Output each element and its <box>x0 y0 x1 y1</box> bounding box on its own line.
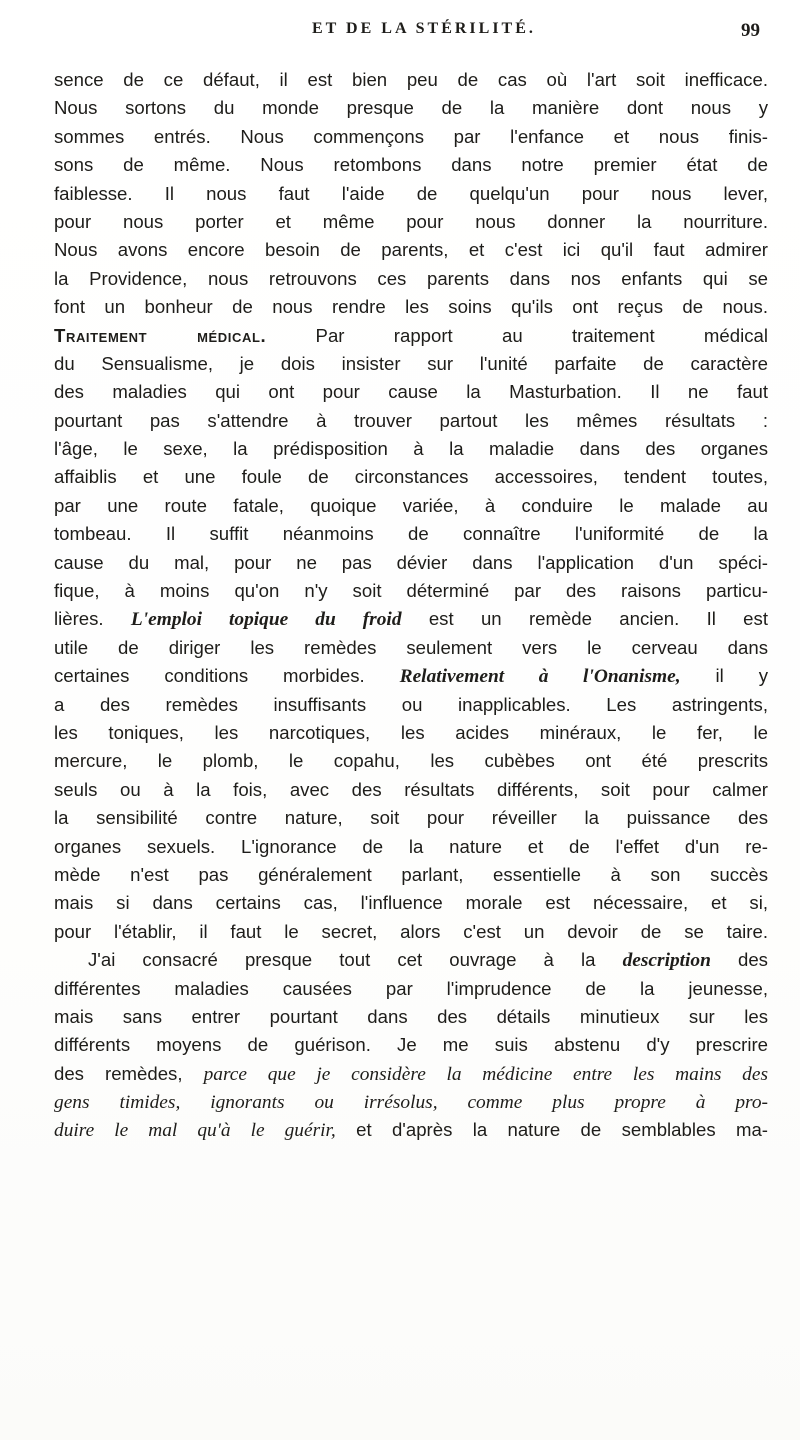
text-line: a des remèdes insuffisants ou inapplicables. Les astringents, <box>54 693 768 715</box>
text-line: sons de même. Nous retombons dans notre premier état de <box>54 154 768 176</box>
text-line: faiblesse. Il nous faut l'aide de quelqu'un pour nous lever, <box>54 182 768 204</box>
text-line: mais si dans certains cas, l'influence morale est nécessaire, et si, <box>54 892 768 914</box>
text-line: sommes entrés. Nous commençons par l'enfance et nous finis- <box>54 125 768 147</box>
text-line: mercure, le plomb, le copahu, les cubèbes ont été prescrits <box>54 750 768 772</box>
text-line: Traitement médical. Par rapport au traitement médical <box>54 324 768 346</box>
text-line: utile de diriger les remèdes seulement vers le cerveau dans <box>54 636 768 658</box>
text-line: duire le mal qu'à le guérir, et d'après la nature de semblables ma- <box>54 1119 768 1142</box>
italic-phrase: Relativement à l'Onanisme, <box>399 666 681 688</box>
italic-phrase: description <box>622 950 711 972</box>
text-line: pourtant pas s'attendre à trouver partout les mêmes résultats : <box>54 409 768 431</box>
text-line: certaines conditions morbides. Relativement à l'Onanisme, il y <box>54 665 768 688</box>
text-line: font un bonheur de nous rendre les soins qu'ils ont reçus de nous. <box>54 296 768 318</box>
text-line: cause du mal, pour ne pas dévier dans l'application d'un spéci- <box>54 551 768 573</box>
text-line: lières. L'emploi topique du froid est un remède ancien. Il est <box>54 608 768 631</box>
text-line: pour nous porter et même pour nous donner la nourriture. <box>54 210 768 232</box>
text-line: mais sans entrer pourtant dans des détails minutieux sur les <box>54 1005 768 1027</box>
italic-phrase: L'emploi topique du froid <box>130 609 402 631</box>
text-line: des maladies qui ont pour cause la Masturbation. Il ne faut <box>54 381 768 403</box>
text-line: mède n'est pas généralement parlant, essentielle à son succès <box>54 863 768 885</box>
text-line <box>54 1088 768 1116</box>
italic-phrase: parce que je considère la médicine entre les mains des <box>203 1063 768 1085</box>
italic-phrase: duire le mal qu'à le guérir, <box>54 1120 336 1142</box>
text-line: les toniques, les narcotiques, les acides minéraux, le fer, le <box>54 721 768 743</box>
text-line: affaiblis et une foule de circonstances accessoires, tendent toutes, <box>54 466 768 488</box>
body-text <box>54 66 768 1145</box>
text-line: la Providence, nous retrouvons ces parents dans nos enfants qui se <box>54 267 768 289</box>
page-header <box>300 20 760 48</box>
page-number: 99 <box>741 20 760 41</box>
text-line: sence de ce défaut, il est bien peu de cas où l'art soit inefficace. <box>54 69 768 90</box>
text-line: organes sexuels. L'ignorance de la nature et de l'effet d'un re- <box>54 835 768 857</box>
section-heading: Traitement médical. <box>54 324 267 346</box>
text-line: pour l'établir, il faut le secret, alors c'est un devoir de se taire. <box>54 920 768 942</box>
text-line: différentes maladies causées par l'imprudence de la jeunesse, <box>54 977 768 999</box>
running-title: ET DE LA STÉRILITÉ. <box>312 20 536 37</box>
text-line: J'ai consacré presque tout cet ouvrage à la description des <box>88 949 768 972</box>
text-line: tombeau. Il suffit néanmoins de connaître l'uniformité de la <box>54 523 768 545</box>
text-line: seuls ou à la fois, avec des résultats différents, soit pour calmer <box>54 778 768 800</box>
text-line: fique, à moins qu'on n'y soit déterminé par des raisons particu- <box>54 580 768 602</box>
text-line: du Sensualisme, je dois insister sur l'unité parfaite de caractère <box>54 352 768 374</box>
text-line: l'âge, le sexe, la prédisposition à la maladie dans des organes <box>54 438 768 460</box>
text-line: différents moyens de guérison. Je me suis abstenu d'y prescrire <box>54 1034 768 1056</box>
text-line: la sensibilité contre nature, soit pour réveiller la puissance des <box>54 807 768 829</box>
text-line: par une route fatale, quoique variée, à conduire le malade au <box>54 494 768 516</box>
text-line: Nous sortons du monde presque de la manière dont nous y <box>54 97 768 119</box>
text-line: Nous avons encore besoin de parents, et c'est ici qu'il faut admirer <box>54 239 768 261</box>
italic-phrase: gens timides, ignorants ou irrésolus, comme plus propre à pro- <box>54 1092 768 1114</box>
text-line: des remèdes, parce que je considère la médicine entre les mains des <box>54 1062 768 1085</box>
